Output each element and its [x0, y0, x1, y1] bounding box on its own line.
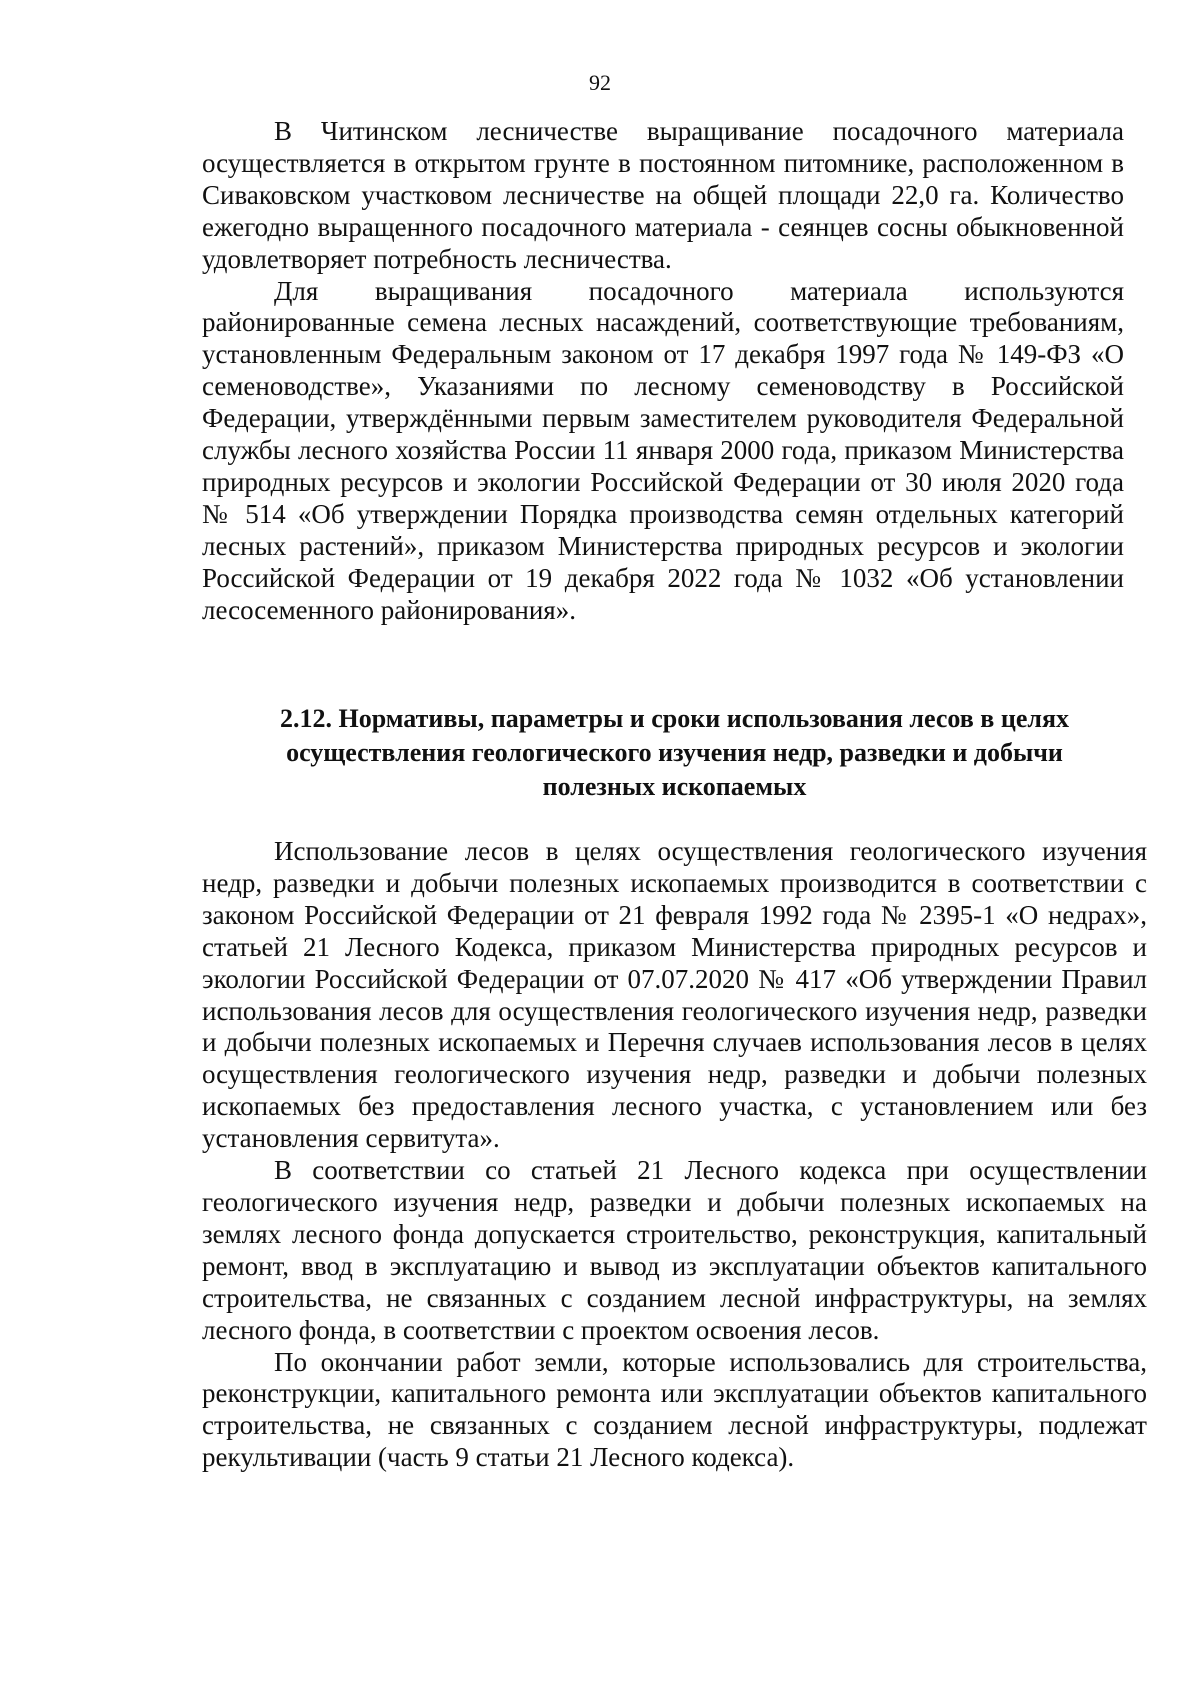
section-forest-seed-text [202, 116, 1124, 627]
heading-line-3: полезных ископаемых [542, 772, 807, 801]
section-geology-text [202, 836, 1147, 1474]
section-heading-2-12 [202, 702, 1147, 804]
paragraph-seed-requirements: Для выращивания посадочного материала используются районированные семена лесных насаждений, соответствующие требованиям, установленным Федеральным законом от 17 декабря 1997 года № 149-ФЗ «О семеноводстве», Указаниями по лесному семеноводству в Российской Федерации, утверждёнными первым заместителем руководителя Федеральной службы лесного хозяйства России 11 января 2000 года, приказом Министерства природных ресурсов и экологии Российской Федерации от 30 июля 2020 года № 514 «Об утверждении Порядка производства семян отдельных категорий лесных растений», приказом Министерства природных ресурсов и экологии Российской Федерации от 19 декабря 2022 года № 1032 «Об установлении лесосеменного районирования». [202, 275, 1124, 625]
paragraph-recultivation: По окончании работ земли, которые использовались для строительства, реконструкции, капитального ремонта или эксплуатации объектов капитального строительства, не связанных с созданием лесной инфраструктуры, подлежат рекультивации (часть 9 статьи 21 Лесного кодекса). [202, 1346, 1147, 1473]
page-number: 92 [589, 70, 611, 95]
paragraph-legal-basis: Использование лесов в целях осуществления геологического изучения недр, разведки и добычи полезных ископаемых производится в соответствии с законом Российской Федерации от 21 февраля 1992 года № 2395-1 «О недрах», статьей 21 Лесного Кодекса, приказом Министерства природных ресурсов и экологии Российской Федерации от 07.07.2020 № 417 «Об утверждении Правил использования лесов для осуществления геологического изучения недр, разведки и добычи полезных ископаемых и Перечня случаев использования лесов в целях осуществления геологического изучения недр, разведки и добычи полезных ископаемых без предоставления лесного участка, с установлением или без установления сервитута». [202, 836, 1147, 1154]
paragraph-construction: В соответствии со статьей 21 Лесного кодекса при осуществлении геологического изучения недр, разведки и добычи полезных ископаемых на землях лесного фонда допускается строительство, реконструкция, капитальный ремонт, ввод в эксплуатацию и вывод из эксплуатации объектов капитального строительства, не связанных с созданием лесной инфраструктуры, на землях лесного фонда, в соответствии с проектом освоения лесов. [202, 1155, 1147, 1345]
paragraph-nursery: В Читинском лесничестве выращивание посадочного материала осуществляется в открытом грунте в постоянном питомнике, расположенном в Сиваковском участковом лесничестве на общей площади 22,0 га. Количество ежегодно выращенного посадочного материала - сеянцев сосны обыкновенной удовлетворяет потребность лесничества. [202, 116, 1124, 274]
heading-line-1: 2.12. Нормативы, параметры и сроки использования лесов в целях [279, 704, 1070, 733]
heading-line-2: осуществления геологического изучения недр, разведки и добычи [286, 738, 1063, 767]
